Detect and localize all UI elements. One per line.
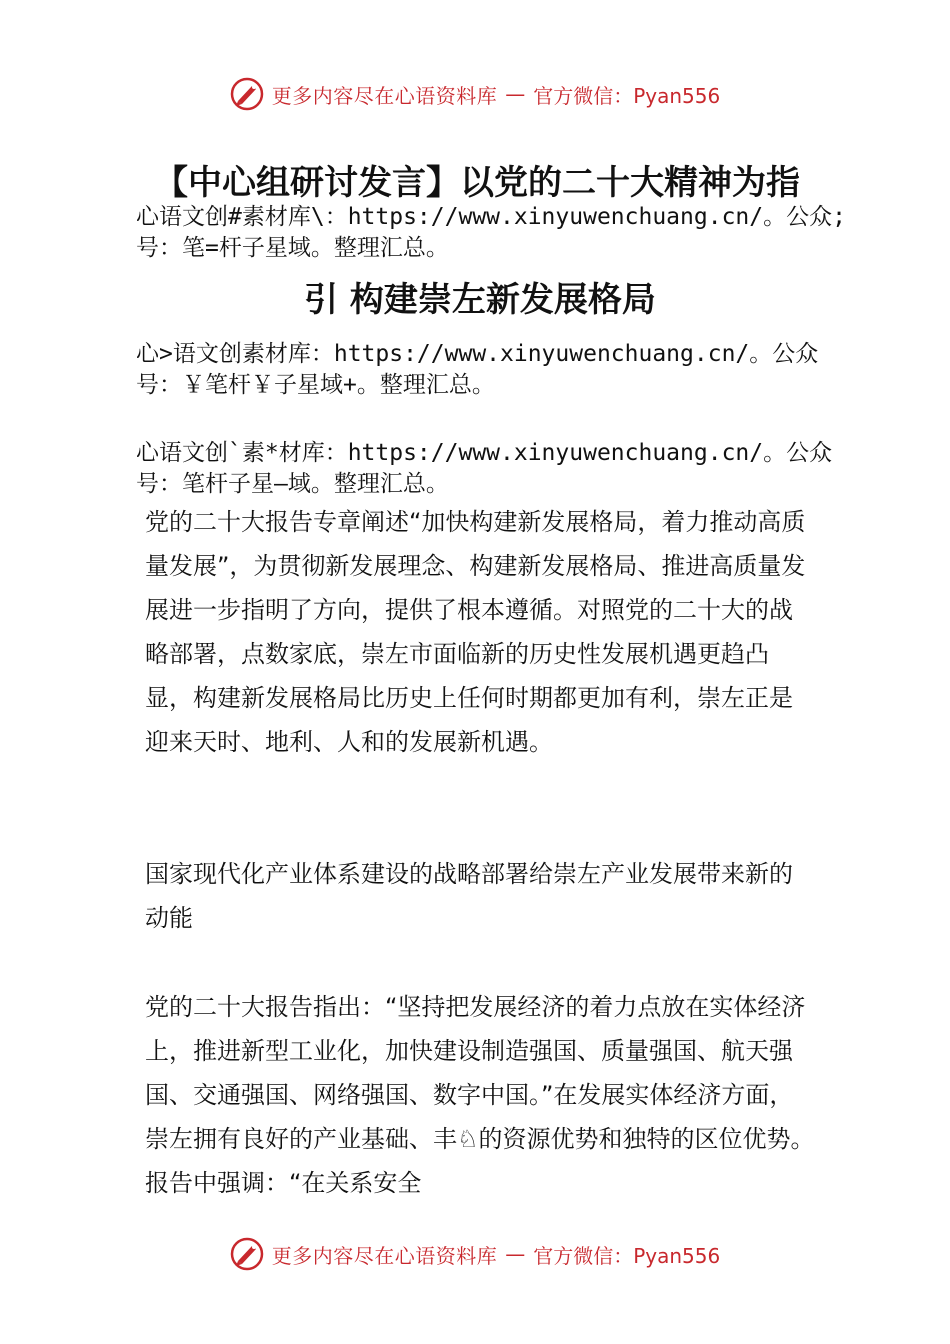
document-title-line-2: 引 构建崇左新发展格局 (304, 280, 656, 320)
watermark-text: 更多内容尽在心语资料库 (271, 1243, 498, 1268)
section-heading-paragraph: 国家现代化产业体系建设的战略部署给崇左产业发展带来新的动能 (145, 860, 793, 932)
source-note-3: 心语文创`素*材库：https://www.xinyuwenchuang.cn/。公众号：笔杆子星—域。整理汇总。 (136, 440, 833, 497)
watermark-separator: — (505, 1242, 526, 1266)
body-paragraph-1: 党的二十大报告专章阐述“加快构建新发展格局，着力推动高质量发展”，为贯彻新发展理念、构建新发展格局、推进高质量发展进一步指明了方向，提供了根本遵循。对照党的二十大的战略部署，点数家底，崇左市面临新的历史性发展机遇更趋凸显，构建新发展格局比历史上任何时期都更加有利，崇左正是迎来天时、地利、人和的发展新机遇。 (145, 508, 806, 756)
watermark-contact: 官方微信：Pyan556 (533, 83, 721, 108)
document-title-line-1: 【中心组研讨发言】以党的二十大精神为指 (154, 163, 800, 203)
watermark-text: 更多内容尽在心语资料库 (271, 83, 498, 108)
watermark-separator: — (505, 82, 526, 106)
body-paragraph-2: 党的二十大报告指出：“坚持把发展经济的着力点放在实体经济上，推进新型工业化，加快建设制造强国、质量强国、航天强国、交通强国、网络强国、数字中国。”在发展实体经济方面，崇左拥有良好的产业基础、丰♘的资源优势和独特的区位优势。报告中强调：“在关系安全 (145, 993, 815, 1197)
watermark-contact: 官方微信：Pyan556 (533, 1243, 721, 1268)
pen-logo-icon (230, 1237, 264, 1271)
source-note-2: 心>语文创素材库：https://www.xinyuwenchuang.cn/。公众号：￥笔杆￥子星域+。整理汇总。 (136, 341, 819, 398)
pen-logo-icon (230, 77, 264, 111)
source-note-1: 心语文创#素材库\：https://www.xinyuwenchuang.cn/。公众;号：笔=杆子星域。整理汇总。 (136, 204, 846, 261)
watermark-banner-bottom (0, 1232, 950, 1276)
watermark-banner-top (0, 72, 950, 116)
